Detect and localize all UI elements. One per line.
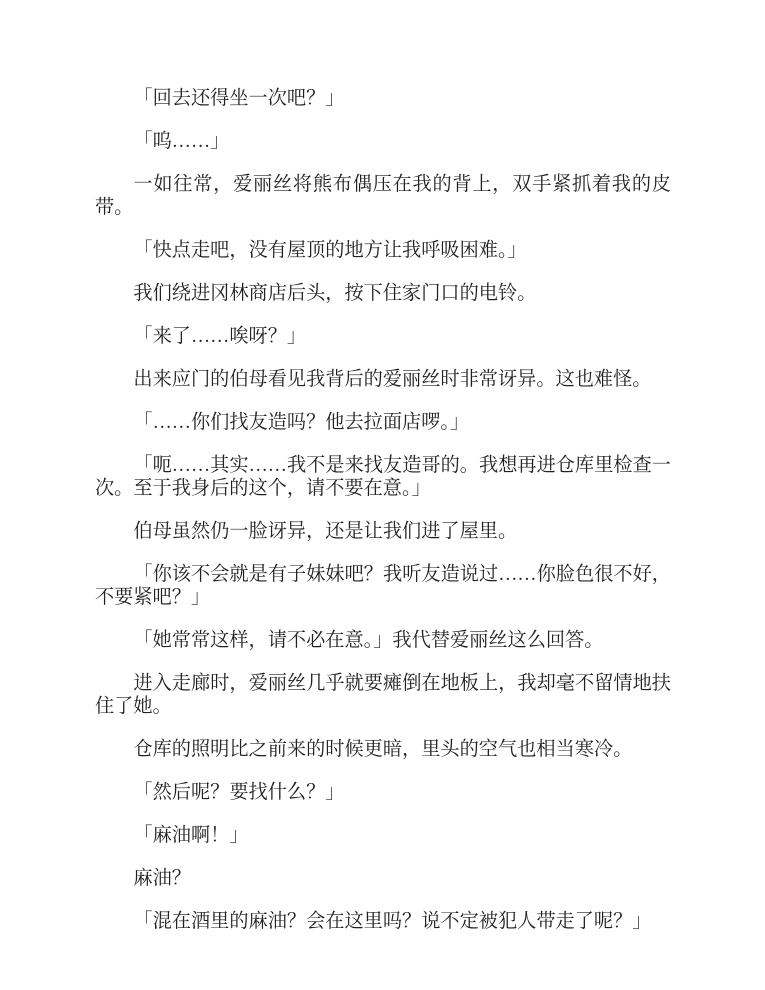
- paragraph: 「……你们找友造吗？他去拉面店啰。」: [133, 412, 470, 433]
- paragraph: 我们绕进冈林商店后头，按下住家门口的电铃。: [133, 283, 537, 304]
- paragraph: 仓库的照明比之前来的时候更暗，里头的空气也相当寒冷。: [133, 739, 633, 760]
- paragraph: 「麻油啊！」: [133, 825, 249, 846]
- paragraph: 「她常常这样，请不必在意。」我代替爱丽丝这么回答。: [133, 630, 604, 651]
- paragraph: 伯母虽然仍一脸讶异，还是让我们进了屋里。: [133, 521, 518, 542]
- paragraph: 「你该不会就是有子妹妹吧？我听友造说过……你脸色很不好，不要紧吧？」: [95, 564, 671, 608]
- paragraph: 进入走廊时，爱丽丝几乎就要瘫倒在地板上，我却毫不留情地扶住了她。: [95, 673, 671, 717]
- paragraph: 「回去还得坐一次吧？」: [133, 88, 345, 109]
- paragraph: 「呃……其实……我不是来找友造哥的。我想再进仓库里检查一次。至于我身后的这个，请不要在意。」: [95, 455, 671, 499]
- paragraph: 一如往常，爱丽丝将熊布偶压在我的背上，双手紧抓着我的皮带。: [95, 174, 671, 218]
- paragraph: 「来了……唉呀？」: [133, 326, 307, 347]
- paragraph: 「混在酒里的麻油？会在这里吗？说不定被犯人带走了呢？」: [133, 911, 652, 932]
- paragraph: 麻油？: [133, 868, 191, 889]
- paragraph: 「呜……」: [133, 131, 230, 152]
- paragraph: 「然后呢？要找什么？」: [133, 782, 345, 803]
- paragraph: 出来应门的伯母看见我背后的爱丽丝时非常讶异。这也难怪。: [133, 369, 652, 390]
- paragraph: 「快点走吧，没有屋顶的地方让我呼吸困难。」: [133, 240, 527, 261]
